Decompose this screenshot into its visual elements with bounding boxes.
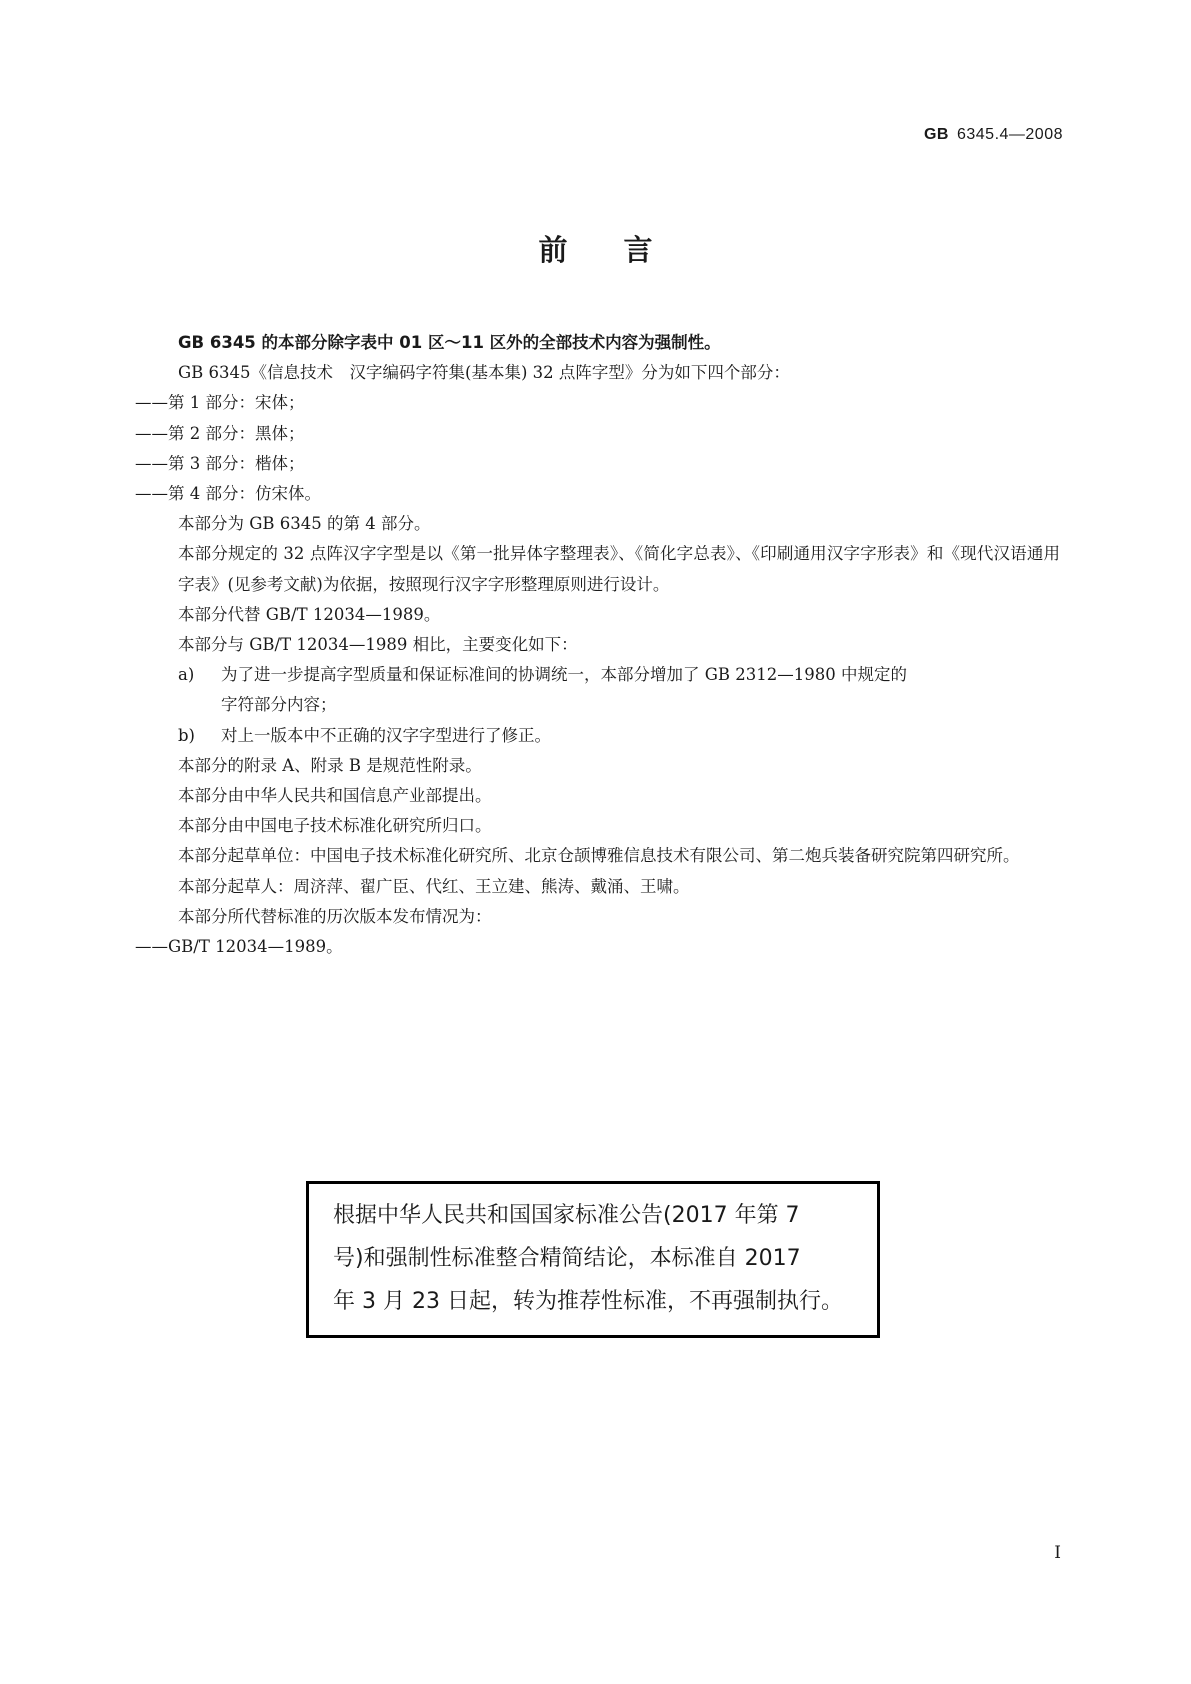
drafters: 本部分起草人：周济萍、翟广臣、代红、王立建、熊涛、戴涌、王啸。	[178, 876, 690, 896]
item-b-text: 对上一版本中不正确的汉字字型进行了修正。	[221, 725, 551, 745]
standard-code: 6345.4—2008	[956, 126, 1063, 143]
part-3-item: ——第 3 部分：楷体；	[135, 453, 305, 473]
change-item-b	[135, 721, 1060, 751]
part-2-item: ——第 2 部分：黑体；	[135, 423, 305, 443]
change-item-a-continued: 字符部分内容；	[221, 695, 337, 715]
preface-body	[135, 328, 1060, 962]
part-statement: 本部分为 GB 6345 的第 4 部分。	[178, 514, 431, 534]
part-4-item: ——第 4 部分：仿宋体。	[135, 484, 321, 504]
standard-number	[924, 126, 1063, 144]
page-number: I	[1054, 1543, 1061, 1563]
standard-prefix: GB	[923, 126, 949, 143]
notice-line-1: 根据中华人民共和国国家标准公告(2017 年第 7	[333, 1203, 800, 1228]
notice-line-2: 号)和强制性标准整合精简结论，本标准自 2017	[333, 1246, 801, 1271]
changes-intro: 本部分与 GB/T 12034—1989 相比，主要变化如下：	[178, 635, 578, 655]
history-intro: 本部分所代替标准的历次版本发布情况为：	[178, 906, 492, 926]
notice-box	[306, 1181, 880, 1338]
notice-line-3: 年 3 月 23 日起，转为推荐性标准，不再强制执行。	[333, 1289, 843, 1314]
replaces-statement: 本部分代替 GB/T 12034—1989。	[178, 604, 441, 624]
item-a-label: a)	[178, 665, 195, 685]
part-1-item: ——第 1 部分：宋体；	[135, 393, 305, 413]
design-basis: 本部分规定的 32 点阵汉字字型是以《第一批异体字整理表》、《简化字总表》、《印刷通用汉字字形表》和《现代汉语通用字表》(见参考文献)为依据，按照现行汉字字形整理原则进行设计。	[178, 544, 1060, 594]
mandatory-statement: GB 6345 的本部分除字表中 01 区～11 区外的全部技术内容为强制性。	[178, 333, 721, 352]
parts-intro: GB 6345《信息技术 汉字编码字符集(基本集) 32 点阵字型》分为如下四个部分：	[178, 363, 790, 383]
history-item: ——GB/T 12034—1989。	[135, 937, 343, 957]
item-a-text: 为了进一步提高字型质量和保证标准间的协调统一，本部分增加了 GB 2312—1980 中规定的	[221, 665, 908, 685]
item-b-label: b)	[178, 725, 195, 745]
annex-statement: 本部分的附录 A、附录 B 是规范性附录。	[178, 755, 482, 775]
page-title: 前言	[538, 233, 709, 267]
change-item-a	[135, 660, 1060, 690]
drafting-units: 本部分起草单位：中国电子技术标准化研究所、北京仓颉博雅信息技术有限公司、第二炮兵装备研究院第四研究所。	[178, 846, 1020, 866]
proposer-statement: 本部分由中华人民共和国信息产业部提出。	[178, 786, 492, 806]
administrator-statement: 本部分由中国电子技术标准化研究所归口。	[178, 816, 492, 836]
